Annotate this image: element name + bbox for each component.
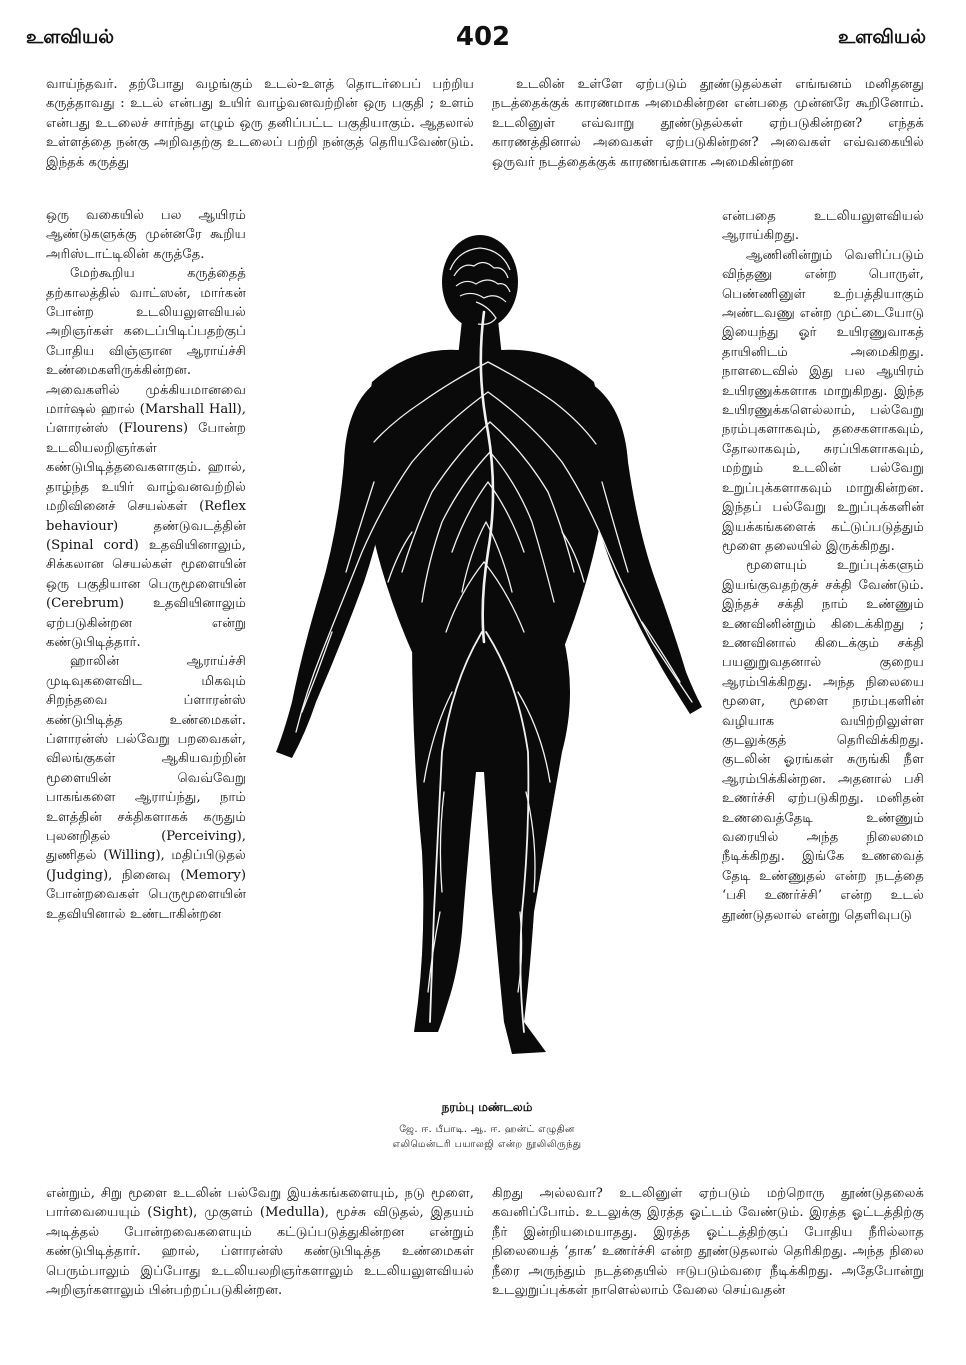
paragraph: என்பதை உடலியலுளவியல் ஆராய்கிறது.	[722, 209, 924, 244]
left-column-bottom	[46, 1184, 474, 1300]
right-column-middle	[722, 207, 924, 925]
human-body-silhouette	[276, 235, 702, 1054]
paragraph: மேற்கூறிய கருத்தைத் தற்காலத்தில் வாட்ஸன், மார்கன் போன்ற உடலியலுளவியல் அறிஞர்கள் கடைப்பிடிப்பதற்குப் போதிய விஞ்ஞான ஆராய்ச்சி உண்மைகளிருக்கின்றன. அவைகளில் முக்கியமானவை மார்ஷல் ஹால் (Marshall Hall), ப்ளாரன்ஸ் (Flourens) போன்ற உடலியலறிஞர்கள் கண்டுபிடித்தவைகளாகும். ஹால், தாழ்ந்த உயிர் வாழ்வனவற்றில் மறிவினைச் செயல்கள் (Reflex behaviour) தண்டுவடத்தின் (Spinal cord) உதவியினாலும், சிக்கலான செயல்கள் மூளையின் ஒரு பகுதியான பெருமூளையின் (Cerebrum) உதவியினாலும் ஏற்படுகின்றன என்று கண்டுபிடித்தார்.	[46, 266, 246, 650]
caption-source-line: எலிமென்டரி பயாலஜி என்ற நூலிலிருந்து	[392, 1139, 582, 1150]
paragraph: என்றும், சிறு மூளை உடலின் பல்வேறு இயக்கங்களையும், நடு மூளை, பார்வையையும் (Sight), முகுளம் (Medulla), மூச்சு விடுதல், இதயம் அடித்தல் போன்றவைகளையும் கட்டுப்படுத்துகின்றன என்றும் கண்டுபிடித்தார். ஹால், ப்ளாரன்ஸ் கண்டுபிடித்த உண்மைகள் பெரும்பாலும் இப்போது உடலியலறிஞர்களாலும் உடலியலுளவியல் அறிஞர்களாலும் பின்பற்றப்படுகின்றன.	[46, 1186, 474, 1299]
paragraph: வாய்ந்தவர். தற்போது வழங்கும் உடல்-உளத் தொடர்பைப் பற்றிய கருத்தாவது : உடல் என்பது உயிர் வாழ்வனவற்றின் ஒரு பகுதி ; உளம் என்பது உடலைச் சார்ந்து எழும் ஒரு தனிப்பட்ட பகுதியாகும். ஆதலால் உள்ளத்தை நன்கு அறிவதற்கு உடலைப் பற்றி நன்குத் தெரியவேண்டும். இந்தக் கருத்து	[46, 77, 474, 170]
running-header-left: உளவியல்	[26, 26, 115, 48]
figure-caption	[262, 1100, 712, 1152]
paragraph: ஒரு வகையில் பல ஆயிரம் ஆண்டுகளுக்கு முன்னரே கூறிய அரிஸ்டாட்டிலின் கருத்தே.	[46, 208, 246, 262]
paragraph: மூளையும் உறுப்புக்களும் இயங்குவதற்குச் சக்தி வேண்டும். இந்தச் சக்தி நாம் உண்ணும் உணவினின்றும் கிடைக்கிறது ; உணவினால் கிடைக்கும் சக்தி பயனுறுவதனால் குறைய ஆரம்பிக்கிறது. அந்த நிலையை மூளை, மூளை நரம்புகளின் வழியாக வயிற்றிலுள்ள குடலுக்குத் தெரிவிக்கிறது. குடலின் ஓரங்கள் சுருங்கி நீள ஆரம்பிக்கின்றன. அதனால் பசி உணர்ச்சி ஏற்படுகிறது. மனிதன் உணவைத்தேடி உண்ணும் வரையில் அந்த நிலைமை நீடிக்கிறது. இங்கே உணவைத் தேடி உண்ணுதல் என்ற நடத்தை ‘பசி உணர்ச்சி’ என்ற உடல் தூண்டுதலால் என்று தெளிவுபடு	[722, 558, 924, 923]
left-column-middle	[46, 206, 246, 924]
running-header-right: உளவியல்	[837, 26, 926, 48]
caption-title: நரம்பு மண்டலம்	[441, 1100, 533, 1114]
paragraph: ஹாலின் ஆராய்ச்சி முடிவுகளைவிட மிகவும் சிறந்தவை ப்ளாரன்ஸ் கண்டுபிடித்த உண்மைகள். ப்ளாரன்ஸ் பல்வேறு பறவைகள், விலங்குகள் ஆகியவற்றின் மூளையின் வெவ்வேறு பாகங்களை ஆராய்ந்து, நாம் உளத்தின் சக்திகளாகக் கருதும் புலனறிதல் (Perceiving), துணிதல் (Willing), மதிப்பிடுதல் (Judging), நினைவு (Memory) போன்றவைகள் பெருமூளையின் உதவியினால் உண்டாகின்றன	[46, 654, 246, 922]
right-column-bottom	[492, 1184, 924, 1300]
caption-credit-line: ஜே. ஈ. பீபாடி. ஆ. ஈ. ஹன்ட் எழுதின	[399, 1124, 575, 1135]
paragraph: கிறது அல்லவா? உடலினுள் ஏற்படும் மற்றொரு தூண்டுதலைக் கவனிப்போம். உடலுக்கு இரத்த ஓட்டம் வேண்டும். இரத்த ஓட்டத்திற்கு நீர் இன்றியமையாதது. இரத்த ஓட்டத்திற்குப் போதிய நீரில்லாத நிலையைத் ‘தாக’ உணர்ச்சி என்ற தூண்டுதலால் தெரிகிறது. அந்த நிலை நீரை அருந்தும் நடத்தையில் ஈடுபடும்வரை நீடிக்கிறது. அதேபோன்று உடலுறுப்புக்கள் நாளெல்லாம் வேலை செய்வதன்	[492, 1186, 924, 1299]
page-number: 402	[455, 22, 511, 52]
right-column-top	[492, 75, 924, 172]
paragraph: உடலின் உள்ளே ஏற்படும் தூண்டுதல்கள் எங்ஙனம் மனிதனது நடத்தைக்குக் காரணமாக அமைகின்றன என்பதை முன்னரே கூறினோம். உடலினுள் எவ்வாறு தூண்டுதல்கள் ஏற்படுகின்றன? எந்தக் காரணத்தினால் அவைகள் ஏற்படுகின்றன? அவைகள் எவ்வகையில் ஒருவர் நடத்தைக்குக் காரணங்களாக அமைகின்றன	[492, 77, 924, 170]
nervous-system-illustration	[262, 232, 712, 1094]
paragraph: ஆணினின்றும் வெளிப்படும் விந்தணு என்ற பொருள், பெண்ணினுள் உற்பத்தியாகும் அண்டவணு என்ற முட்டையோடு இயைந்து ஓர் உயிரணுவாகத் தாயினிடம் அமைகிறது. நாளடைவில் இது பல ஆயிரம் உயிரணுக்களாக மாறுகிறது. இந்த உயிரணுக்களெல்லாம், பல்வேறு நரம்புகளாகவும், தசைகளாகவும், தோலாகவும், சுரப்பிகளாகவும், மற்றும் உடலின் பல்வேறு உறுப்புக்களாகவும் மாறுகின்றன. இந்தப் பல்வேறு உறுப்புக்களின் இயக்கங்களைக் கட்டுப்படுத்தும் மூளை தலையில் இருக்கிறது.	[722, 247, 924, 554]
left-column-top	[46, 75, 474, 172]
